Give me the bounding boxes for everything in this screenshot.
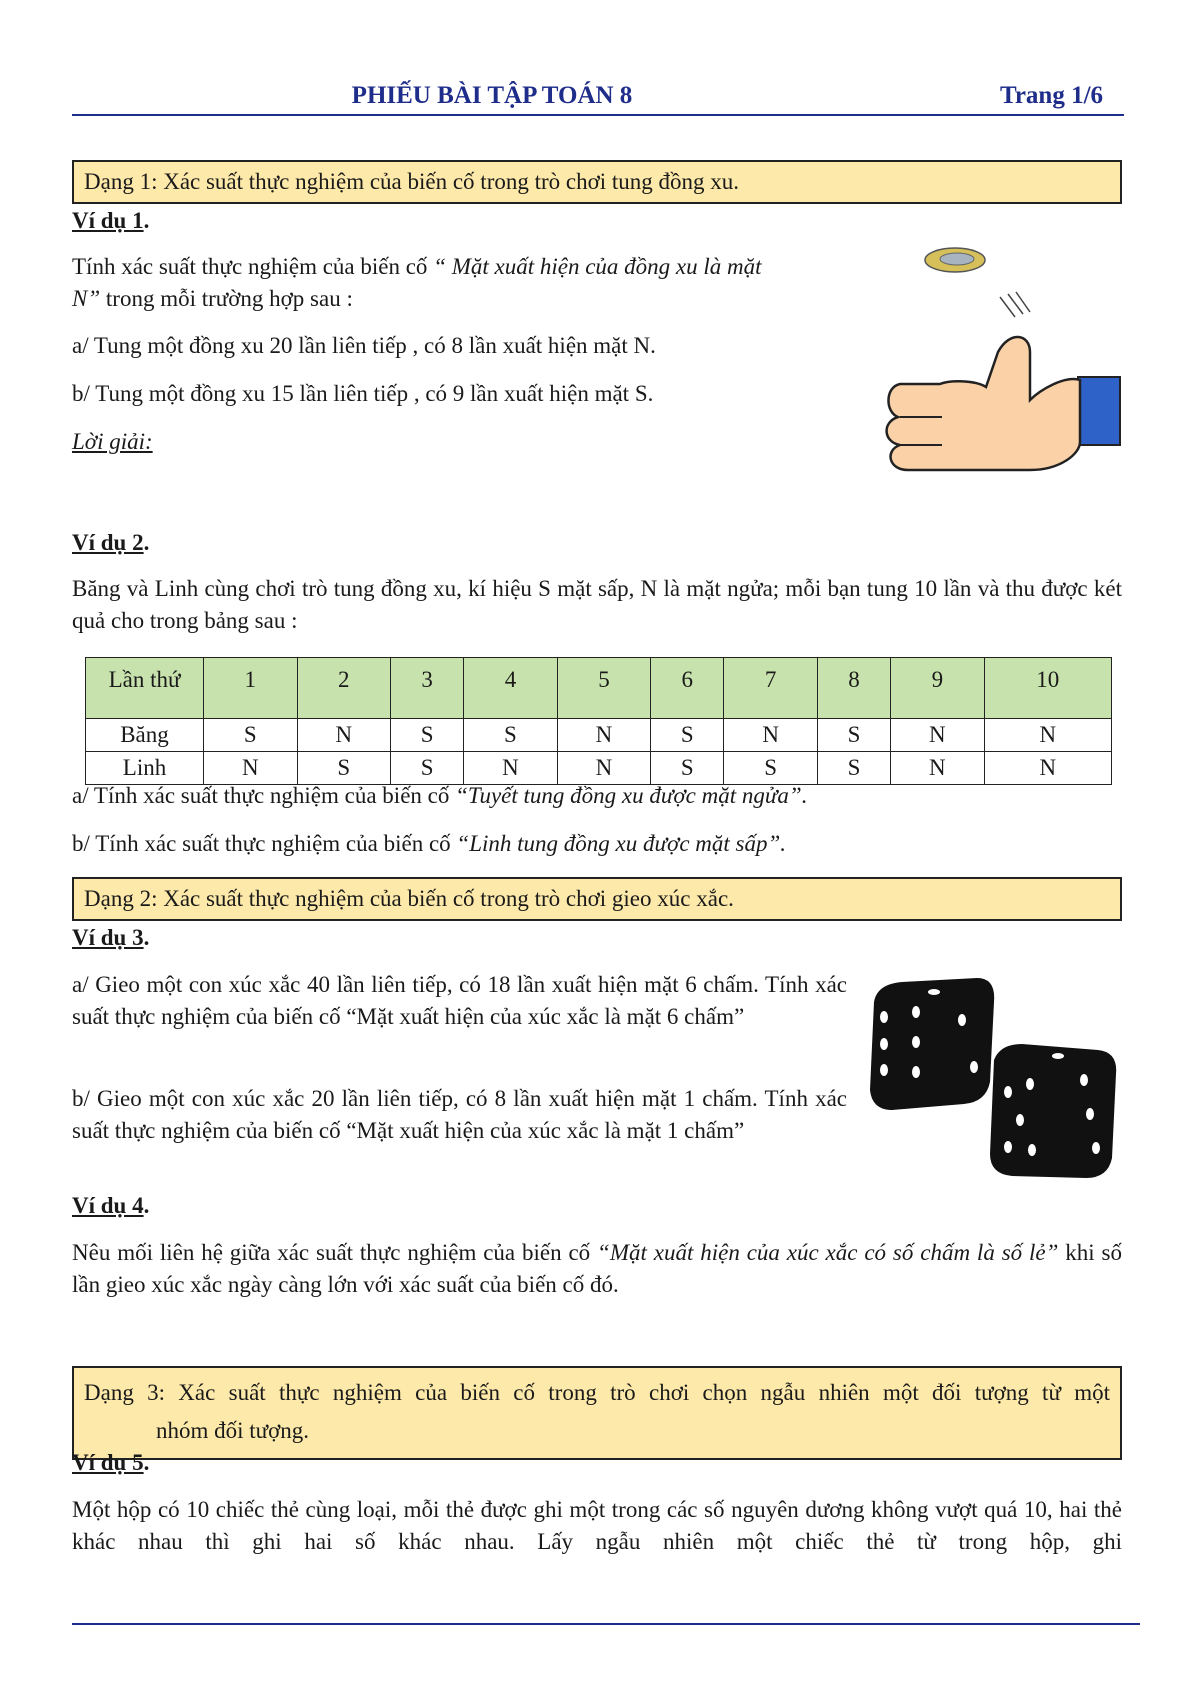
results-table <box>85 657 1112 785</box>
table-cell: Linh <box>86 752 204 785</box>
table-cell: N <box>891 752 985 785</box>
table-cell: S <box>297 752 391 785</box>
example-3-heading: Ví dụ 3. <box>72 925 150 950</box>
example-2-part-a: a/ Tính xác suất thực nghiệm của biến cố “Tuyết tung đồng xu được mặt ngửa”. <box>72 783 808 808</box>
table-header-cell: 6 <box>651 658 724 719</box>
header-divider <box>72 114 1124 116</box>
table-cell: N <box>891 719 985 752</box>
table-header-cell: 3 <box>391 658 464 719</box>
table-header-cell: 8 <box>817 658 890 719</box>
table-header-cell: 1 <box>204 658 298 719</box>
table-cell: S <box>204 719 298 752</box>
table-header-cell: 5 <box>557 658 651 719</box>
table-cell: S <box>651 752 724 785</box>
table-header-cell: 4 <box>464 658 558 719</box>
example-1-intro: Tính xác suất thực nghiệm của biến cố “ Mặt xuất hiện của đồng xu là mặt N” trong mỗi trường hợp sau : <box>72 254 762 311</box>
table-cell: S <box>817 719 890 752</box>
table-cell: N <box>984 719 1111 752</box>
example-1-heading: Ví dụ 1. <box>72 208 150 233</box>
table-header-cell: 2 <box>297 658 391 719</box>
example-2-heading: Ví dụ 2. <box>72 530 150 555</box>
section-heading-dang-1: Dạng 1: Xác suất thực nghiệm của biến cố trong trò chơi tung đồng xu. <box>72 160 1122 204</box>
table-cell: S <box>817 752 890 785</box>
table-cell: N <box>984 752 1111 785</box>
table-cell: S <box>464 719 558 752</box>
table-cell: S <box>391 752 464 785</box>
example-4-heading: Ví dụ 4. <box>72 1193 150 1218</box>
example-1-part-a: a/ Tung một đồng xu 20 lần liên tiếp , có 8 lần xuất hiện mặt N. <box>72 333 656 358</box>
table-header-cell: 9 <box>891 658 985 719</box>
example-3-part-a: a/ Gieo một con xúc xắc 40 lần liên tiếp, có 18 lần xuất hiện mặt 6 chấm. Tính xác suất thực nghiệm của biến cố “Mặt xuất hiện của xúc xắc là mặt 6 chấm” <box>72 972 847 1029</box>
example-4-text: Nêu mối liên hệ giữa xác suất thực nghiệm của biến cố “Mặt xuất hiện của xúc xắc có số chấm là số lẻ” khi số lần gieo xúc xắc ngày càng lớn với xác suất của biến cố đó. <box>72 1240 1122 1297</box>
table-cell: S <box>651 719 724 752</box>
example-4-label: Ví dụ 4 <box>72 1193 144 1218</box>
example-5-label: Ví dụ 5 <box>72 1450 144 1475</box>
table-cell: S <box>391 719 464 752</box>
example-2-part-b: b/ Tính xác suất thực nghiệm của biến cố “Linh tung đồng xu được mặt sấp”. <box>72 831 787 856</box>
table-cell: N <box>204 752 298 785</box>
example-5-text: Một hộp có 10 chiếc thẻ cùng loại, mỗi thẻ được ghi một trong các số nguyên dương không vượt quá 10, hai thẻ khác nhau thì ghi hai số khác nhau. Lấy ngẫu nhiên một chiếc thẻ từ trong hộp, ghi <box>72 1497 1122 1554</box>
page-number: Trang 1/6 <box>1000 82 1104 109</box>
example-5-heading: Ví dụ 5. <box>72 1450 150 1475</box>
table-header-cell: 10 <box>984 658 1111 719</box>
example-3-part-b: b/ Gieo một con xúc xắc 20 lần liên tiếp, có 8 lần xuất hiện mặt 1 chấm. Tính xác suất thực nghiệm của biến cố “Mặt xuất hiện của xúc xắc là mặt 1 chấm” <box>72 1086 847 1143</box>
dice-icon <box>862 972 1124 1184</box>
table-cell: S <box>724 752 818 785</box>
coin-flip-hand-icon <box>880 242 1125 477</box>
example-1-part-b: b/ Tung một đồng xu 15 lần liên tiếp , có 9 lần xuất hiện mặt S. <box>72 381 654 406</box>
solution-label: Lời giải: <box>72 429 153 454</box>
table-cell: N <box>297 719 391 752</box>
footer-divider <box>72 1623 1140 1625</box>
table-header-cell: 7 <box>724 658 818 719</box>
table-header-row <box>86 658 1112 719</box>
example-2-intro: Băng và Linh cùng chơi trò tung đồng xu, kí hiệu S mặt sấp, N là mặt ngửa; mỗi bạn tung 10 lần và thu được két quả cho trong bảng sau : <box>72 576 1122 633</box>
example-3-label: Ví dụ 3 <box>72 925 144 950</box>
page-title: PHIẾU BÀI TẬP TOÁN 8 <box>351 82 633 109</box>
table-cell: N <box>557 752 651 785</box>
section-heading-dang-2: Dạng 2: Xác suất thực nghiệm của biến cố trong trò chơi gieo xúc xắc. <box>72 877 1122 921</box>
example-1-label: Ví dụ 1 <box>72 208 144 233</box>
section-heading-dang-3: Dạng 3: Xác suất thực nghiệm của biến cố trong trò chơi chọn ngẫu nhiên một đối tượng từ một nhóm đối tượng. <box>72 1366 1122 1460</box>
example-2-label: Ví dụ 2 <box>72 530 144 555</box>
table-cell: N <box>464 752 558 785</box>
table-row <box>86 719 1112 752</box>
table-cell: N <box>724 719 818 752</box>
table-header-cell: Lần thứ <box>86 658 204 719</box>
table-cell: N <box>557 719 651 752</box>
table-cell: Băng <box>86 719 204 752</box>
